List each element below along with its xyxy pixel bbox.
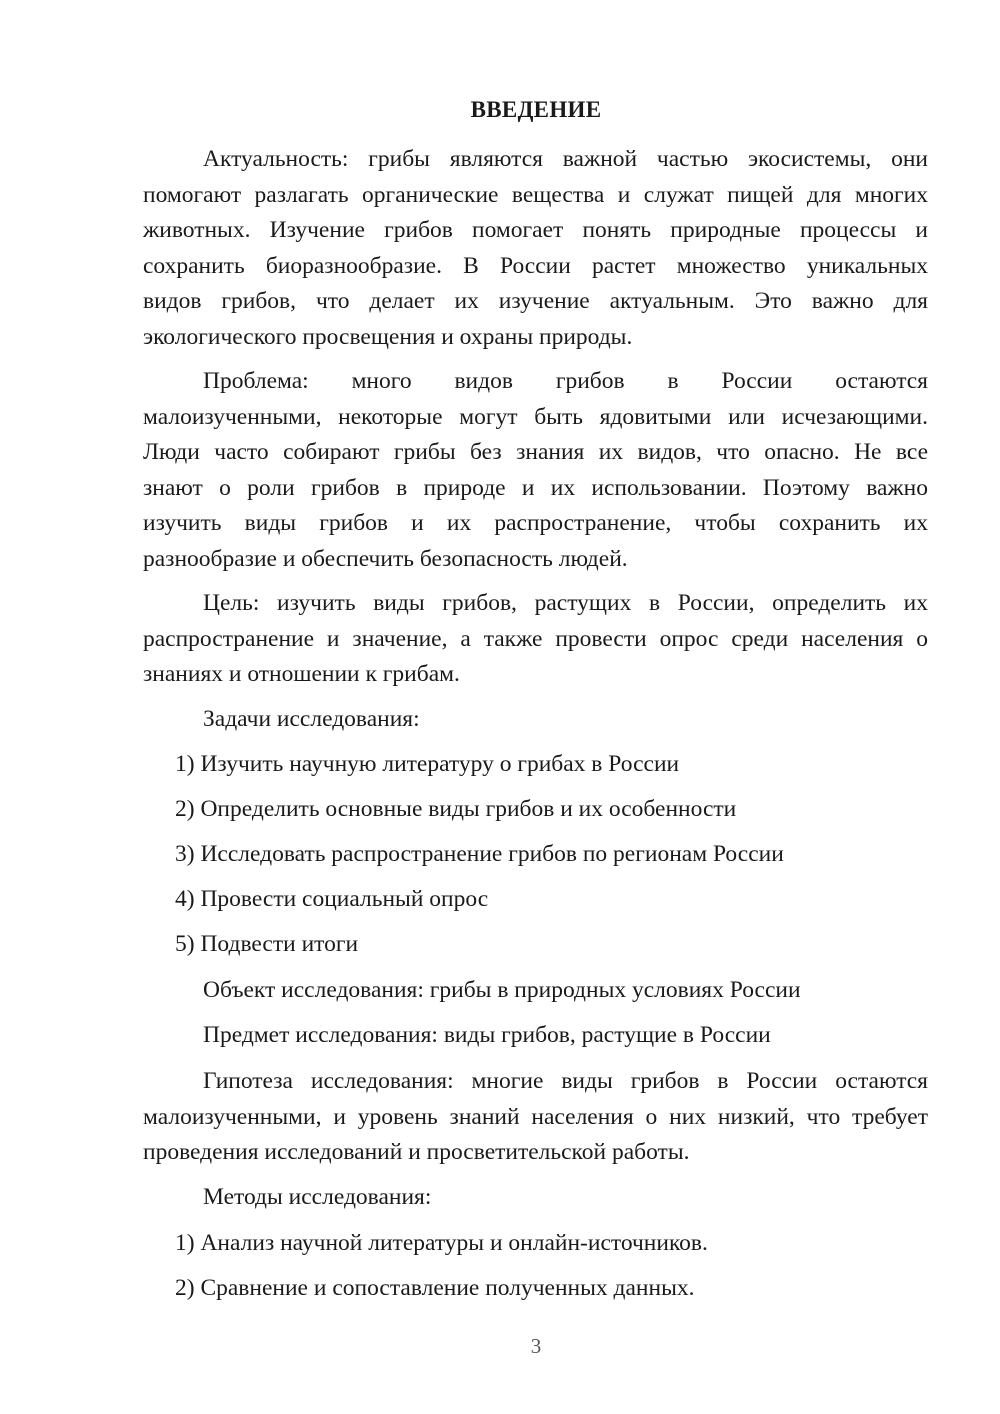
tasks-heading: Задачи исследования: — [203, 706, 420, 732]
goal-line: знаниях и отношении к грибам. — [143, 661, 460, 687]
hypothesis-line: малоизученными, и уровень знаний населения о них низкий, что требует — [143, 1103, 928, 1130]
task-item: 4) Провести социальный опрос — [175, 886, 489, 912]
problem-paragraph — [143, 364, 928, 577]
method-item: 1) Анализ научной литературы и онлайн-источников. — [175, 1230, 708, 1256]
relevance-line: видов грибов, что делает их изучение актуальным. Это важно для — [143, 288, 928, 314]
task-item: 5) Подвести итоги — [175, 931, 359, 957]
method-item: 2) Сравнение и сопоставление полученных данных. — [175, 1275, 695, 1301]
relevance-paragraph — [143, 142, 928, 355]
hypothesis-line: проведения исследований и просветительской работы. — [143, 1139, 690, 1165]
problem-line: Проблема: много видов грибов в России остаются — [203, 368, 928, 394]
relevance-line: Актуальность: грибы являются важной частью экосистемы, они — [203, 146, 928, 172]
task-item: 2) Определить основные виды грибов и их особенности — [175, 796, 737, 822]
goal-line: Цель: изучить виды грибов, растущих в России, определить их — [203, 590, 928, 616]
methods-heading: Методы исследования: — [203, 1184, 432, 1210]
page-number: 3 — [530, 1334, 542, 1358]
problem-line: знают о роли грибов в природе и их использовании. Поэтому важно — [143, 474, 928, 501]
problem-line: разнообразие и обеспечить безопасность людей. — [143, 545, 628, 572]
problem-line: Люди часто собирают грибы без знания их видов, что опасно. Не все — [143, 439, 928, 465]
relevance-line: экологического просвещения и охраны природы. — [143, 323, 633, 350]
problem-line: малоизученными, некоторые могут быть ядовитыми или исчезающими. — [143, 403, 928, 430]
hypothesis-paragraph — [143, 1064, 928, 1171]
hypothesis-line: Гипотеза исследования: многие виды грибов в России остаются — [203, 1068, 928, 1094]
relevance-line: помогают разлагать органические вещества и служат пищей для многих — [143, 181, 928, 208]
research-object: Объект исследования: грибы в природных условиях России — [203, 977, 801, 1003]
goal-paragraph — [143, 586, 928, 693]
task-item: 3) Исследовать распространение грибов по регионам России — [175, 841, 784, 867]
relevance-line: животных. Изучение грибов помогает понять природные процессы и — [143, 217, 928, 243]
problem-line: изучить виды грибов и их распространение, чтобы сохранить их — [143, 510, 928, 536]
relevance-line: сохранить биоразнообразие. В России растет множество уникальных — [143, 252, 928, 279]
goal-line: распространение и значение, а также провести опрос среди населения о — [143, 625, 928, 652]
page-title: ВВЕДЕНИЕ — [470, 97, 602, 122]
research-subject: Предмет исследования: виды грибов, растущие в России — [203, 1022, 771, 1048]
task-item: 1) Изучить научную литературу о грибах в России — [175, 751, 680, 777]
